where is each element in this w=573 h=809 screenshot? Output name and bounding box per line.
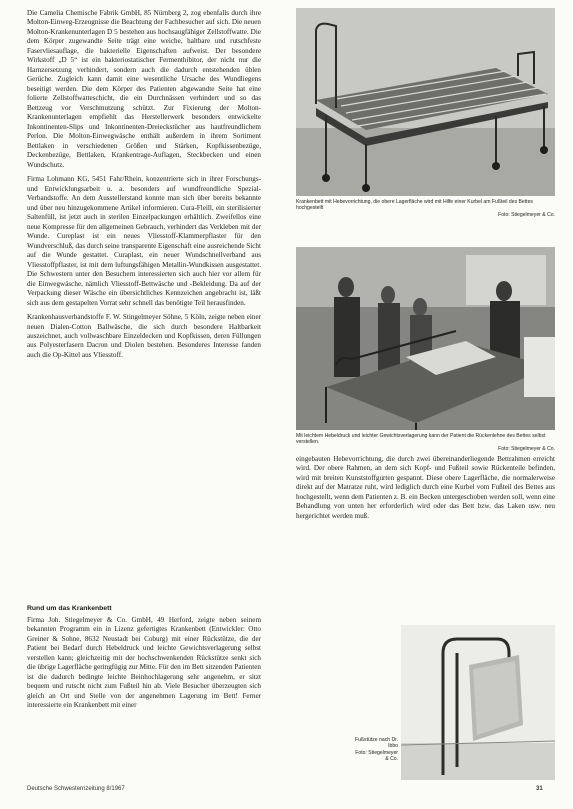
article-paragraph-stingelmeyer: Krankenhausverbandstoffe F. W. Stingelmeyer Söhne, 5 Köln, zeigte neben einer neuen Dialen-Cotton Ballwäsche, die sich durch besondere Haltbarkeit auszeichnet, auch vollwaschbare Einzeldecken und Kopfkissen, deren Füllungen aus Polyesterfasern Dacron und Diolen bestehen. Besonderes Interesse fanden auch die Op-Kittel aus Vliesstoff. [27, 313, 261, 359]
photo-hospital-bed-lift [296, 8, 555, 196]
photo-foot-support [401, 625, 555, 780]
caption-text: Fußstütze nach Dr. Ibbo [354, 737, 398, 750]
hospital-bed-illustration [296, 8, 555, 196]
section-heading: Rund um das Krankenbett [27, 605, 112, 612]
left-column [27, 9, 261, 599]
foot-support-illustration [401, 625, 555, 780]
figure-caption-3 [352, 737, 398, 763]
article-paragraph-camelia: Die Camelia Chemische Fabrik GmbH, 85 Nürnberg 2, zog ebenfalls durch ihre Molton-Einweg-Erzeugnisse die Beachtung der Fachbesucher auf sich. Die neuen Molton-Krankenunterlagen D 5 bestehen aus hochsaugfähiger Zellstoffwatte. Die dem Körper zugewandte Seite trägt eine weiche, haltbare und rutschfeste Faservliesauflage, die bakterielle Eigenschaften aufweist. Der besondere Wirkstoff „D 5“ ist ein bakteriostatischer Fermenthibitor, der nicht nur die Harnzersetzung verhindert, sondern auch die dadurch entstehenden üblen Gerüche. Zugleich kann damit eine wesentliche Ursache des Wundliegens beseitigt werden. Die dem Körper des Patienten abgewandte Seite hat eine folierte Zellstoffwatteschicht, die ein Durchnässen verhindert und so das Bettzeug vor Verschmutzung schützt. Zur Fixierung der Molton-Krankenunterlagen empfiehlt das Herstellerwerk besonders entwickelte Inkontinenten-Slips und Inkontinenten-Dreieckstücher aus hautfreundlichem Perlon. Die Molton-Einwegwäsche enthält außerdem in ihrem Sortiment Bettlaken in verschiedenen Größen und Stärken, Kopfkissenbezüge, Deckenbezüge, Bettlaken, Krankentrage-Auflagen, Steckbecken und einen Wundschutz. [27, 9, 261, 169]
section-krankenbett [27, 604, 261, 780]
figure-caption-2 [296, 433, 555, 452]
figure-caption-1 [296, 199, 555, 218]
caption-text: Krankenbett mit Hebevorrichtung, die obere Lagerfläche wird mit Hilfe einer Kurbel am Fußteil des Bettes hochgestellt [296, 199, 533, 212]
photo-trade-fair-demonstration [296, 247, 555, 430]
page-number: 31 [536, 786, 543, 792]
right-column-paragraph: eingebauten Hebevorrichtung, die durch zwei übereinanderliegende Bettrahmen erreicht wird. Der obere Rahmen, an dem sich Kopf- und Fußteil sowie Rückenteile befinden, wird mit breiten Kunststoffgurten gespannt. Diese obere Lagerfläche, die normalerweise direkt auf der Matratze ruht, wird lediglich durch eine Kurbel vom Fußteil des Bettes aus hochgestellt, wenn dem Patienten z. B. ein Becken untergeschoben werden soll, wenn eine Behandlung von unten her erforderlich wird oder das Bett bzw. das Laken usw. neu hergerichtet werden muß. [296, 455, 555, 520]
photo-credit: Foto: Stiegelmeyer & Co. [498, 211, 555, 218]
caption-text: Mit leichtem Hebeldruck und leichter Gewichtsverlagerung kann der Patient die Rückenlehne des Bettes selbst verstellen. [296, 433, 546, 446]
footer-source: Deutsche Schwesternzeitung 8/1967 [27, 786, 125, 792]
photo-credit: Foto: Stiegelmeyer & Co. [498, 445, 555, 452]
exhibition-scene-illustration [296, 247, 555, 430]
article-paragraph-lohmann: Firma Lohmann KG, 5451 Fahr/Rhein, konzentrierte sich in ihrer Forschungs- und Entwicklungsarbeit u. a. besonders auf wundfreundliche Spezial-Verbandstoffe. An dem Ausstellerstand konnte man sich über bereits bekannte und über neu hinzugekommene Artikel informieren. Cura-Fleill, ein sterilisierter Saltenfüll, ist jetzt auch in sterilen Einzelpackungen erhältlich. Zweifellos eine neue Kompresse für den allgemeinen Gebrauch, verhindert das Verkleben mit der Wunde. Cureplast ist ein neues Vliesstoff-Klammerpflaster für den Wundverschluß, das durch seine transparente Eigenschaft eine ausreichende Sicht auf die Wunde gestattet. Curaplast, ein neuer Wundschnellverband aus Vliesstoffpflaster, ist mit dem luftungsfähigen Metallin-Wundkissen ausgestattet. Die Schwestern unter den Besuchern interessierten sich auch hier vor allem für die Einwegwäsche, nämlich Vliesstoff-Bettwäsche und -Bekleidung. Da auf der Verpackung dieser Wäsche ein übersichtliches Kennzeichen angebracht ist, läßt sich aus dem gestapelten Vorrat sehr schnell das benötigte Teil herausfinden. [27, 175, 261, 307]
right-column [296, 455, 555, 605]
section-paragraph: Firma Joh. Stiegelmeyer & Co. GmbH, 49 Herford, zeigte neben seinem bekannten Programm ein in Lizenz gefertigtes Krankenbett (Entwickler: Otto Greiner & Sohne, 8632 Neustadt bei Coburg) mit einer Rückstütze, die der Patient bei Bedarf durch Hebeldruck und leichte Gewichtsverlagerung selbst verstellen kann; gleichzeitig mit der hochschwenkenden Rückstütze senkt sich die übrige Lagerfläche geringfügig zur Mitte. Für den im Bett sitzenden Patienten ist die dadurch bedingte leichte Beinhochlagerung sehr angenehm, er sitzt bequem und rutscht nicht zum Fußteil hin ab. Viele Besucher überzeugten sich gleich an Ort und Stelle von der angenehmen Lagerung im Bett! Ferner interessierte ein Krankenbett mit einer [27, 616, 261, 710]
photo-credit: Foto: Stiegelmeyer & Co. [355, 749, 398, 763]
